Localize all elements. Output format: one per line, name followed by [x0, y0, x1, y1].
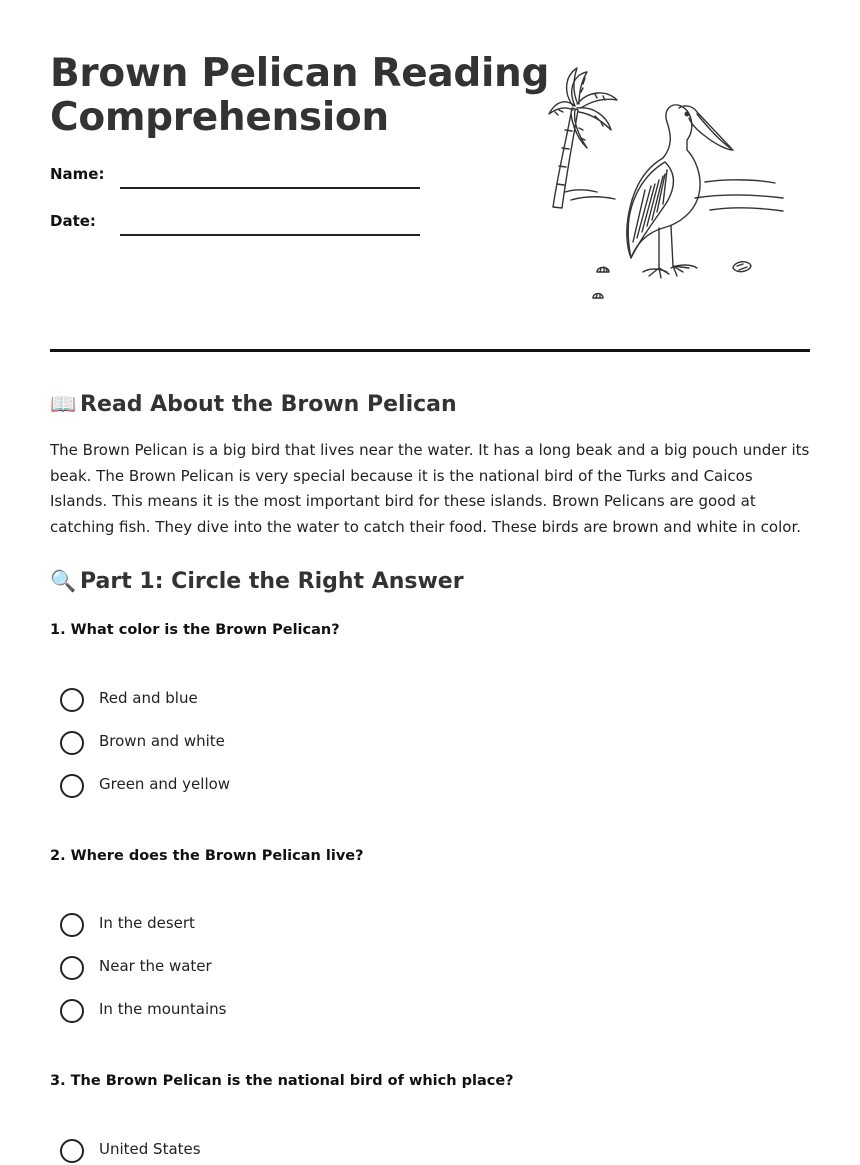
- title-line-2: Comprehension: [50, 95, 389, 140]
- worksheet-title: [50, 52, 549, 140]
- option-label: Green and yellow: [99, 775, 231, 793]
- pelican-beach-illustration: [545, 62, 795, 312]
- option-label: Red and blue: [99, 689, 198, 707]
- name-label: Name:: [50, 165, 105, 183]
- open-book-icon: 📖: [50, 392, 77, 416]
- radio-circle-icon[interactable]: [60, 731, 84, 755]
- radio-circle-icon[interactable]: [60, 688, 84, 712]
- radio-circle-icon[interactable]: [60, 956, 84, 980]
- reading-heading-text: Read About the Brown Pelican: [80, 392, 457, 417]
- question-2: 2. Where does the Brown Pelican live?: [50, 848, 364, 864]
- radio-circle-icon[interactable]: [60, 913, 84, 937]
- reading-passage: The Brown Pelican is a big bird that lives near the water. It has a long beak and a big pouch under its beak. The Brown Pelican is very special because it is the national bird of the Turks and Caicos Islands. This means it is the most important bird for these islands. Brown Pelicans are good at catching fish. They dive into the water to catch their food. These birds are brown and white in color.: [50, 441, 810, 537]
- option-label: In the desert: [99, 914, 195, 932]
- part1-heading: [50, 567, 464, 596]
- question-1: 1. What color is the Brown Pelican?: [50, 622, 340, 638]
- option-label: Near the water: [99, 957, 212, 975]
- part1-heading-text: Part 1: Circle the Right Answer: [80, 569, 464, 594]
- date-label: Date:: [50, 212, 96, 230]
- option-label: In the mountains: [99, 1000, 227, 1018]
- option-label: Brown and white: [99, 732, 225, 750]
- option-label: United States: [99, 1140, 201, 1158]
- radio-circle-icon[interactable]: [60, 1139, 84, 1163]
- radio-circle-icon[interactable]: [60, 999, 84, 1023]
- header-divider: [50, 349, 810, 352]
- reading-heading: [50, 390, 457, 419]
- name-line[interactable]: [120, 187, 420, 189]
- magnifying-glass-icon: 🔍: [50, 569, 77, 593]
- question-3: 3. The Brown Pelican is the national bird of which place?: [50, 1073, 514, 1089]
- title-line-1: Brown Pelican Reading: [50, 51, 550, 96]
- radio-circle-icon[interactable]: [60, 774, 84, 798]
- date-line[interactable]: [120, 234, 420, 236]
